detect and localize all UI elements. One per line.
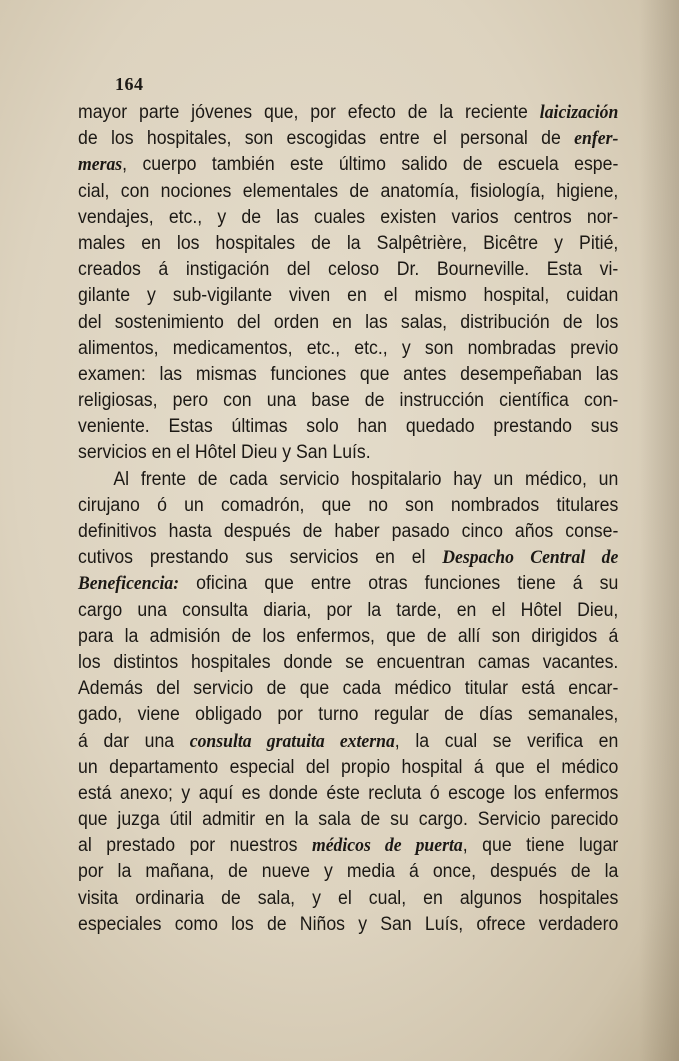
text-span: veniente. Estas últimas solo han quedado prestando sus [78,416,619,438]
text-span: definitivos hasta después de haber pasado cinco años conse- [78,521,619,542]
text-line [78,310,618,336]
text-span: alimentos, medicamentos, etc., etc., y son nombradas previo [78,337,619,359]
italic-text-span: meras [78,154,123,176]
text-span: , que tiene lugar [462,835,619,857]
text-span: servicios en el Hôtel Dieu y San Luís. [78,442,371,464]
text-span: por la mañana, de nueve y media á once, después de la [78,861,619,883]
text-line [78,781,618,807]
text-span: los distintos hospitales donde se encuentran camas vacantes. [78,651,619,673]
italic-text-span: médicos de puerta [311,835,463,857]
text-span: males en los hospitales de la Salpêtrière, Bicêtre y Pitié, [78,232,619,254]
text-span: cutivos prestando sus servicios en el [78,547,443,569]
text-line [78,650,618,676]
text-span: mayor parte jóvenes que, por efecto de la reciente [78,102,540,123]
text-span: Además del servicio de que cada médico titular está encar- [78,678,619,700]
text-span: oficina que entre otras funciones tiene á su [179,573,619,595]
text-line [78,152,618,178]
text-line [78,414,618,440]
text-line [78,624,618,650]
text-line [78,440,618,466]
text-span: vendajes, etc., y de las cuales existen varios centros nor- [78,206,619,228]
text-span: del sostenimiento del orden en las salas, distribución de los [78,311,619,333]
text-span: para la admisión de los enfermos, que de allí son dirigidos á [78,625,619,647]
text-line [78,676,618,702]
text-span: cirujano ó un comadrón, que no son nombrados titulares [78,494,619,516]
text-span: gilante y sub-vigilante viven en el mismo hospital, cuidan [78,285,619,307]
text-line [78,336,618,362]
italic-text-span: enfer- [574,128,619,150]
text-span: religiosas, pero con una base de instrucción científica con- [78,390,619,412]
text-line [78,833,618,859]
text-line [78,545,618,571]
text-span: creados á instigación del celoso Dr. Bourneville. Esta vi- [78,259,619,281]
text-span: especiales como los de Niños y San Luís, ofrece verdadero [78,913,619,935]
text-span: á dar una [78,730,190,752]
text-line [78,205,618,231]
text-line [78,702,618,728]
text-line [78,859,618,885]
text-line [78,231,618,257]
text-line [78,729,618,755]
text-line [78,755,618,781]
text-line [78,598,618,624]
text-span: examen: las mismas funciones que antes desempeñaban las [78,363,619,385]
text-span: que juzga útil admitir en la sala de su cargo. Servicio parecido [78,809,619,831]
body-text [78,100,619,938]
text-line [78,100,618,126]
page-number: 164 [115,74,144,94]
italic-text-span: laicización [539,102,619,123]
text-span: está anexo; y aquí es donde éste recluta ó escoge los enfermos [78,782,619,804]
text-line [78,807,618,833]
text-span: gado, viene obligado por turno regular de días semanales, [78,704,619,726]
text-line [78,519,618,545]
text-line [78,388,618,414]
text-line [78,362,618,388]
text-span: Al frente de cada servicio hospitalario hay un médico, un [113,468,619,490]
italic-text-span: consulta gratuita externa [189,730,395,752]
text-line [78,571,618,597]
text-span: cargo una consulta diaria, por la tarde, en el Hôtel Dieu, [78,599,619,621]
text-line [78,493,618,519]
text-line [78,283,618,309]
text-span: cial, con nociones elementales de anatomía, fisiología, higiene, [78,180,619,202]
italic-text-span: Despacho Central de [442,547,619,569]
text-span: visita ordinaria de sala, y el cual, en algunos hospitales [78,887,619,909]
text-line [78,912,618,938]
text-line [78,257,618,283]
text-line [78,126,618,152]
italic-text-span: Beneficencia: [78,573,180,595]
text-span: de los hospitales, son escogidas entre el personal de [78,128,575,150]
text-span: un departamento especial del propio hospital á que el médico [78,756,619,778]
text-span: al prestado por nuestros [78,835,312,857]
text-span: , cuerpo también este último salido de escuela espe- [122,154,619,176]
text-line [78,886,618,912]
text-line [78,179,618,205]
text-span: , la cual se verifica en [394,730,619,752]
text-line [78,467,618,493]
